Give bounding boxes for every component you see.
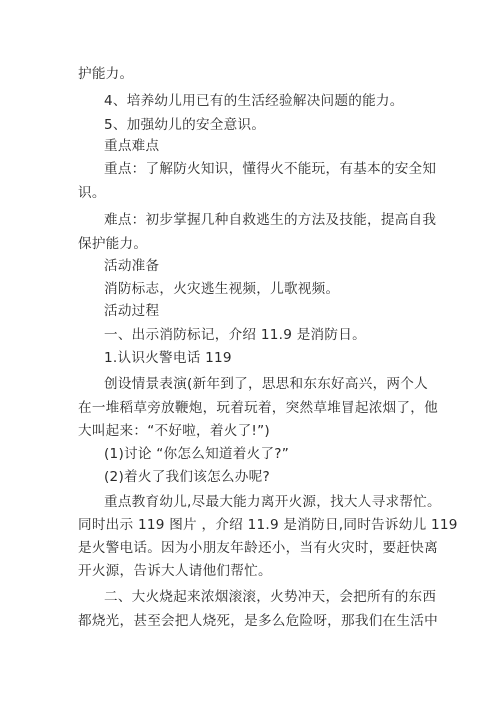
text-line: (1)讨论 “你怎么知道着火了?” [104,446,290,462]
text-line: 识。 [78,185,106,201]
text-line: 保护能力。 [78,236,148,252]
text-line: 重点：了解防火知识，懂得火不能玩，有基本的安全知 [104,161,437,177]
text-line: 1.认识火警电话 119 [104,350,232,366]
text-line: 都烧光，甚至会把人烧死，是多么危险呀，那我们在生活中 [78,613,438,629]
section-heading: 活动过程 [104,303,160,319]
text-line: 开火源，告诉大人请他们帮忙。 [78,563,272,579]
text-line: 难点：初步掌握几种自救逃生的方法及技能，提高自我 [104,212,437,228]
section-heading: 活动准备 [104,258,160,274]
text-line: 5、加强幼儿的安全意识。 [104,117,266,133]
text-line: 是火警电话。因为小朋友年龄还小，当有火灾时，要赶快离 [78,540,438,556]
text-line: (2)着火了我们该怎么办呢? [104,469,270,485]
text-line: 一、出示消防标记，介绍 11.9 是消防日。 [104,327,366,343]
text-line: 二、大火烧起来浓烟滚滚，火势冲天，会把所有的东西 [104,589,437,605]
text-line: 护能力。 [78,66,134,82]
text-line: 大叫起来：“不好啦，着火了!”) [78,423,270,439]
text-line: 重点教育幼儿,尽最大能力离开火源，找大人寻求帮忙。 [104,494,441,510]
text-line: 4、培养幼儿用已有的生活经验解决问题的能力。 [104,93,404,109]
text-line: 创设情景表演(新年到了，思思和东东好高兴，两个人 [104,376,428,392]
text-line: 消防标志，火灾逃生视频，儿歌视频。 [104,281,340,297]
text-line: 在一堆稻草旁放鞭炮，玩着玩着，突然草堆冒起浓烟了，他 [78,400,438,416]
text-line: 同时出示 119 图片 ，介绍 11.9 是消防日,同时告诉幼儿 119 [78,517,458,533]
section-heading: 重点难点 [104,138,160,154]
